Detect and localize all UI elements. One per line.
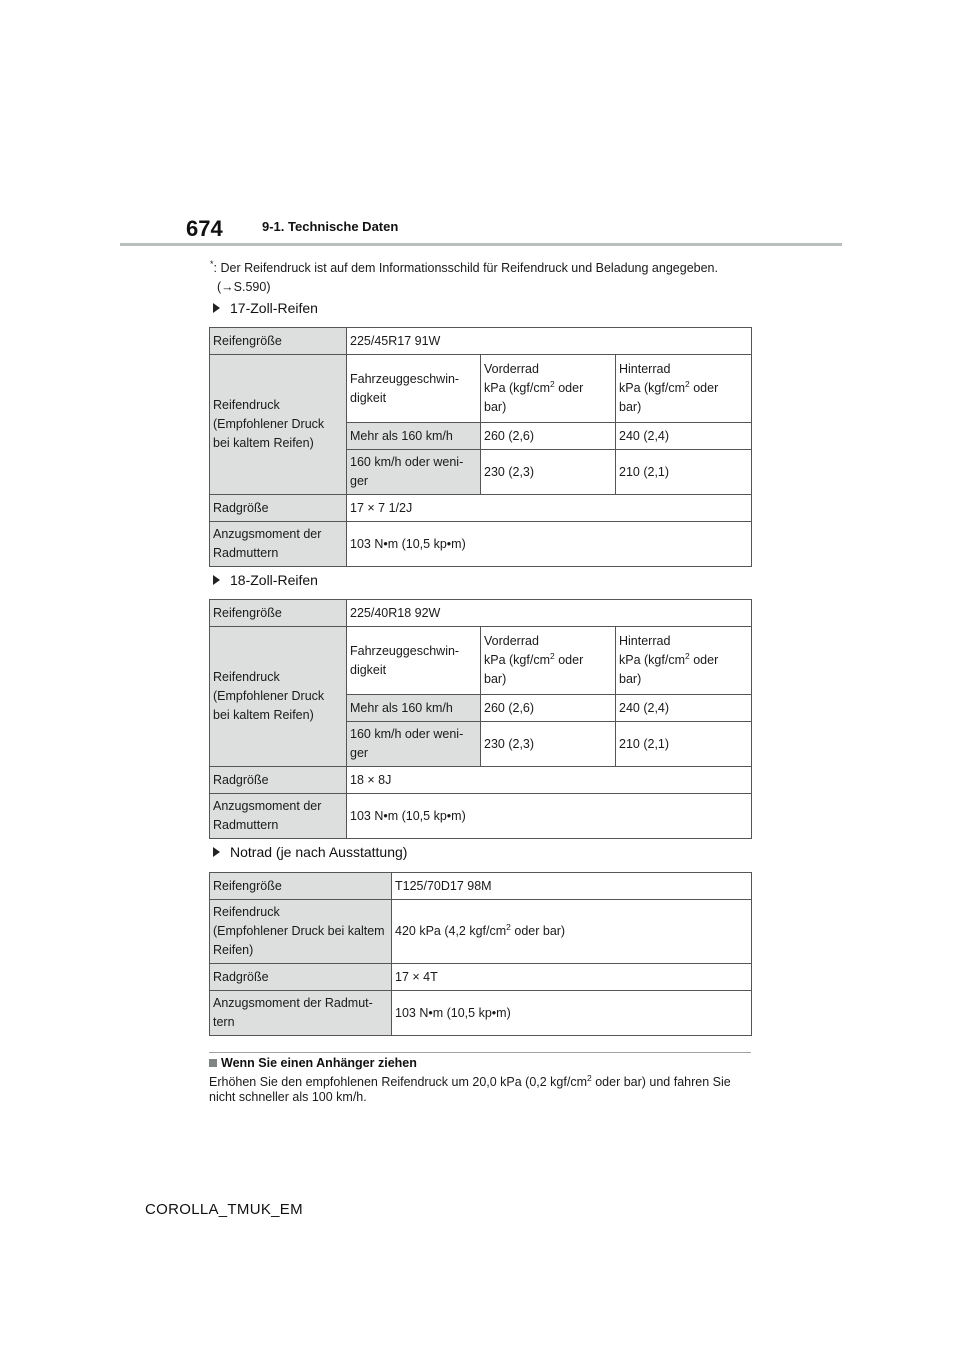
table-row [210,522,752,567]
speed-cell: Mehr als 160 km/h [347,423,481,450]
heading-spare-text: Notrad (je nach Ausstattung) [230,844,408,860]
torque-value: 103 N•m (10,5 kp•m) [392,991,752,1036]
footer-code: COROLLA_TMUK_EM [145,1201,303,1218]
speed-header: Fahrzeuggeschwin- digkeit [347,355,481,423]
table-row [210,964,752,991]
size-value: 225/40R18 92W [347,600,752,627]
front-pressure-cell: 260 (2,6) [481,423,616,450]
footnote-text: : Der Reifendruck ist auf dem Informationsschild für Reifendruck und Beladung angegeben. [213,261,718,276]
footnote-marker: * [210,259,214,269]
table-row [210,767,752,794]
note-divider [209,1052,751,1053]
table-row [210,600,752,627]
heading-18-text: 18-Zoll-Reifen [230,572,318,588]
table-row [210,794,752,839]
torque-label: Anzugsmoment der Radmuttern [210,794,347,839]
torque-value: 103 N•m (10,5 kp•m) [347,522,752,567]
page-number: 674 [186,216,223,241]
triangle-bullet-icon [213,847,220,857]
rear-pressure-cell: 210 (2,1) [616,722,752,767]
note-title: Wenn Sie einen Anhänger ziehen [209,1056,417,1070]
wheel-value: 17 × 4T [392,964,752,991]
table-row [210,991,752,1036]
table-row [210,495,752,522]
front-header: Vorderrad kPa ($kgf/cm^2$ oder bar) [481,627,616,695]
heading-17-text: 17-Zoll-Reifen [230,300,318,316]
front-pressure-cell: 230 (2,3) [481,722,616,767]
heading-17-inch [213,300,318,316]
pressure-label: Reifendruck (Empfohlener Druck bei kaltem Reifen) [210,900,392,964]
footnote-page-ref[interactable]: (→S.590) [217,280,271,295]
speed-cell: 160 km/h oder weni- ger [347,450,481,495]
rear-header: Hinterrad kPa ($kgf/cm^2$ oder bar) [616,627,752,695]
triangle-bullet-icon [213,303,220,313]
size-label: Reifengröße [210,600,347,627]
front-header: Vorderrad kPa ($kgf/cm^2$ oder bar) [481,355,616,423]
rear-pressure-cell: 240 (2,4) [616,695,752,722]
size-value: 225/45R17 91W [347,328,752,355]
wheel-label: Radgröße [210,767,347,794]
table-row [210,627,752,695]
speed-cell: Mehr als 160 km/h [347,695,481,722]
section-title: 9-1. Technische Daten [262,219,399,234]
front-pressure-cell: 260 (2,6) [481,695,616,722]
size-label: Reifengröße [210,328,347,355]
wheel-value: 18 × 8J [347,767,752,794]
torque-label: Anzugsmoment der Radmuttern [210,522,347,567]
rear-pressure-cell: 210 (2,1) [616,450,752,495]
table-spare [209,872,752,1036]
rear-pressure-cell: 240 (2,4) [616,423,752,450]
speed-cell: 160 km/h oder weni- ger [347,722,481,767]
table-row [210,900,752,964]
table-row [210,873,752,900]
wheel-value: 17 × 7 1/2J [347,495,752,522]
rear-header: Hinterrad kPa ($kgf/cm^2$ oder bar) [616,355,752,423]
pressure-value: 420 kPa (4,2 kgf/$cm^2$ oder bar) [392,900,752,964]
wheel-label: Radgröße [210,495,347,522]
speed-header: Fahrzeuggeschwin- digkeit [347,627,481,695]
table-18-inch [209,599,752,839]
size-label: Reifengröße [210,873,392,900]
pressure-label: Reifendruck (Empfohlener Druck bei kaltem Reifen) [210,627,347,767]
wheel-label: Radgröße [210,964,392,991]
note-text: Erhöhen Sie den empfohlenen Reifendruck um 20,0 kPa (0,2 kgf/$cm^2$ oder bar) und fahren Sie nicht schneller als 100 km/h. [209,1072,731,1104]
footnote [210,255,770,297]
header-rule [120,243,842,246]
square-bullet-icon [209,1059,217,1067]
front-pressure-cell: 230 (2,3) [481,450,616,495]
triangle-bullet-icon [213,575,220,585]
table-row [210,355,752,423]
size-value: T125/70D17 98M [392,873,752,900]
heading-18-inch [213,572,318,588]
table-row [210,328,752,355]
table-17-inch [209,327,752,567]
torque-label: Anzugsmoment der Radmut- tern [210,991,392,1036]
pressure-label: Reifendruck (Empfohlener Druck bei kaltem Reifen) [210,355,347,495]
heading-spare [213,844,407,860]
torque-value: 103 N•m (10,5 kp•m) [347,794,752,839]
